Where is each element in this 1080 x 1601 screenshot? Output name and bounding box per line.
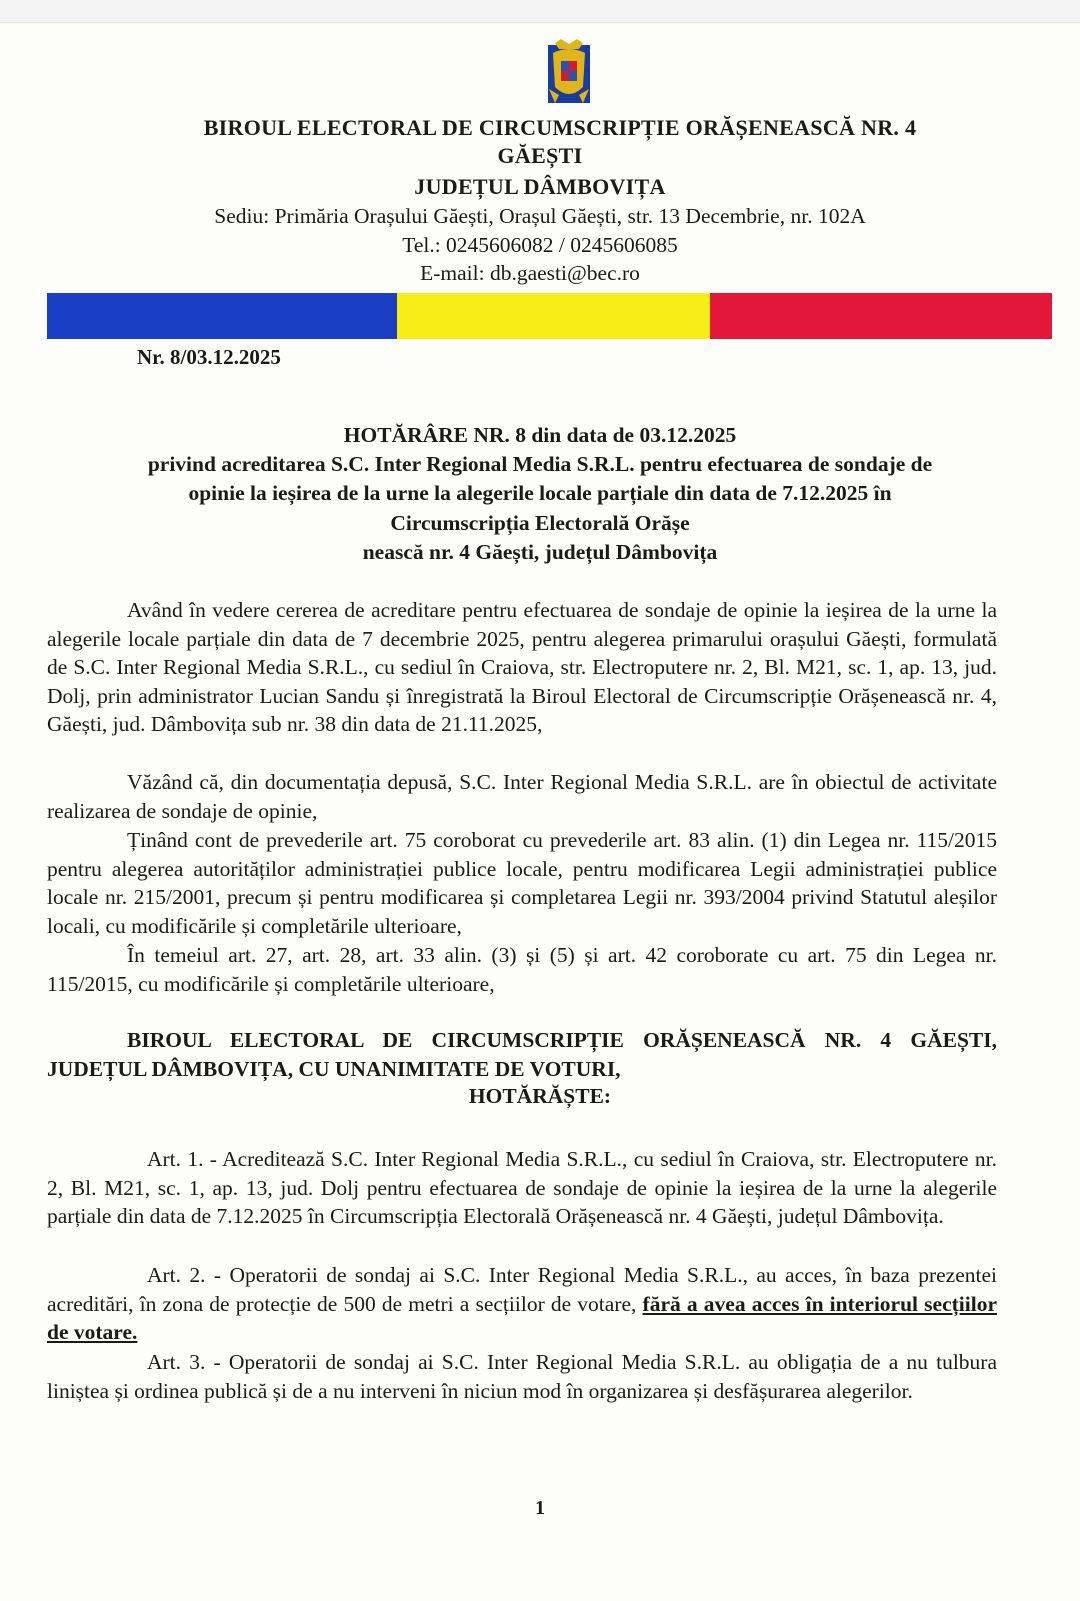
header-institution: BIROUL ELECTORAL DE CIRCUMSCRIPȚIE ORĂȘENEASCĂ NR. 4 [203, 115, 917, 140]
article-3: Art. 3. - Operatorii de sondaj ai S.C. Inter Regional Media S.R.L. au obligația de a nu tulbura liniștea și ordinea publică și de a nu interveni în niciun mod în organizarea și desfășurarea alegerilor. [47, 1350, 997, 1403]
decision-subject-line: Circumscripția Electorală Orășe [390, 511, 690, 535]
consideration-paragraph: Văzând că, din documentația depusă, S.C. Inter Regional Media S.R.L. are în obiectul de activitate realizarea de sondaje de opinie, [47, 770, 997, 823]
decision-subject-line: privind acreditarea S.C. Inter Regional Media S.R.L. pentru efectuarea de sondaje de [147, 452, 933, 476]
resolution-heading: BIROUL ELECTORAL DE CIRCUMSCRIPȚIE ORĂȘENEASCĂ NR. 4 GĂEȘTI, JUDEȚUL DÂMBOVIȚA, CU UNANIMITATE DE VOTURI, [47, 1028, 997, 1081]
resolution-verb: HOTĂRĂȘTE: [468, 1084, 612, 1108]
decision-title: HOTĂRÂRE NR. 8 din data de 03.12.2025 [343, 423, 737, 447]
flag-red-band [710, 293, 1052, 339]
article-1: Art. 1. - Acreditează S.C. Inter Regional Media S.R.L., cu sediul în Craiova, str. Electroputere nr. 2, Bl. M21, sc. 1, ap. 13, jud. Dolj pentru efectuarea de sondaje de opinie la ieșirea de la urne la alegerile parțiale din data de 7.12.2025 în Circumscripția Electorală Orășenească nr. 4 Găești, județul Dâmbovița. [47, 1147, 997, 1229]
consideration-paragraph: Ținând cont de prevederile art. 75 coroborat cu prevederile art. 83 alin. (1) din Legea nr. 115/2015 pentru alegerea autorităților administrației publice locale, pentru modificarea Legii administrației publice locale nr. 215/2001, precum și pentru modificarea și completarea Legii nr. 393/2004 privind Statutul aleșilor locali, cu modificările și completările ulterioare, [47, 828, 997, 938]
flag-yellow-band [397, 293, 710, 339]
registration-number: Nr. 8/03.12.2025 [137, 345, 281, 369]
consideration-paragraph: Având în vedere cererea de acreditare pentru efectuarea de sondaje de opinie la ieșirea de la urne la alegerile locale parțiale din data de 7 decembrie 2025, pentru alegerea primarului orașului Găești, formulată de S.C. Inter Regional Media S.R.L., cu sediul în Craiova, str. Electroputere nr. 2, Bl. M21, sc. 1, ap. 13, jud. Dolj, prin administrator Lucian Sandu și înregistrată la Biroul Electoral de Circumscripție Orășenească nr. 4, Găești, jud. Dâmbovița sub nr. 38 din data de 21.11.2025, [47, 598, 997, 737]
article-2 [47, 1261, 997, 1347]
header-email: E-mail: db.gaesti@bec.ro [420, 261, 640, 285]
header-city: GĂEȘTI [497, 143, 583, 168]
article-2-text: Art. 2. - Operatorii de sondaj ai S.C. Inter Regional Media S.R.L., au acces, în baza prezentei acreditări, în zona de protecție de 500 de metri a secțiilor de votare, [47, 1263, 997, 1316]
header-county: JUDEȚUL DÂMBOVIȚA [414, 174, 666, 199]
header-address: Sediu: Primăria Orașului Găești, Orașul Găești, str. 13 Decembrie, nr. 102A [214, 204, 866, 228]
consideration-paragraph: În temeiul art. 27, art. 28, art. 33 alin. (3) și (5) și art. 42 coroborate cu art. 75 din Legea nr. 115/2015, cu modificările și completările ulterioare, [47, 943, 997, 996]
tricolor-flag [47, 293, 1052, 339]
flag-blue-band [47, 293, 397, 339]
decision-subject-line: opinie la ieșirea de la urne la alegerile locale parțiale din data de 7.12.2025 în [188, 481, 892, 505]
coat-of-arms-icon [547, 39, 591, 105]
page-number: 1 [535, 1497, 545, 1519]
header-phone: Tel.: 0245606082 / 0245606085 [402, 233, 678, 257]
decision-subject-line: nească nr. 4 Găești, județul Dâmbovița [362, 540, 718, 564]
document-page [0, 22, 1080, 1601]
article-2-underlined: fără a avea acces în interiorul secțiilor de votare. [47, 1291, 997, 1345]
